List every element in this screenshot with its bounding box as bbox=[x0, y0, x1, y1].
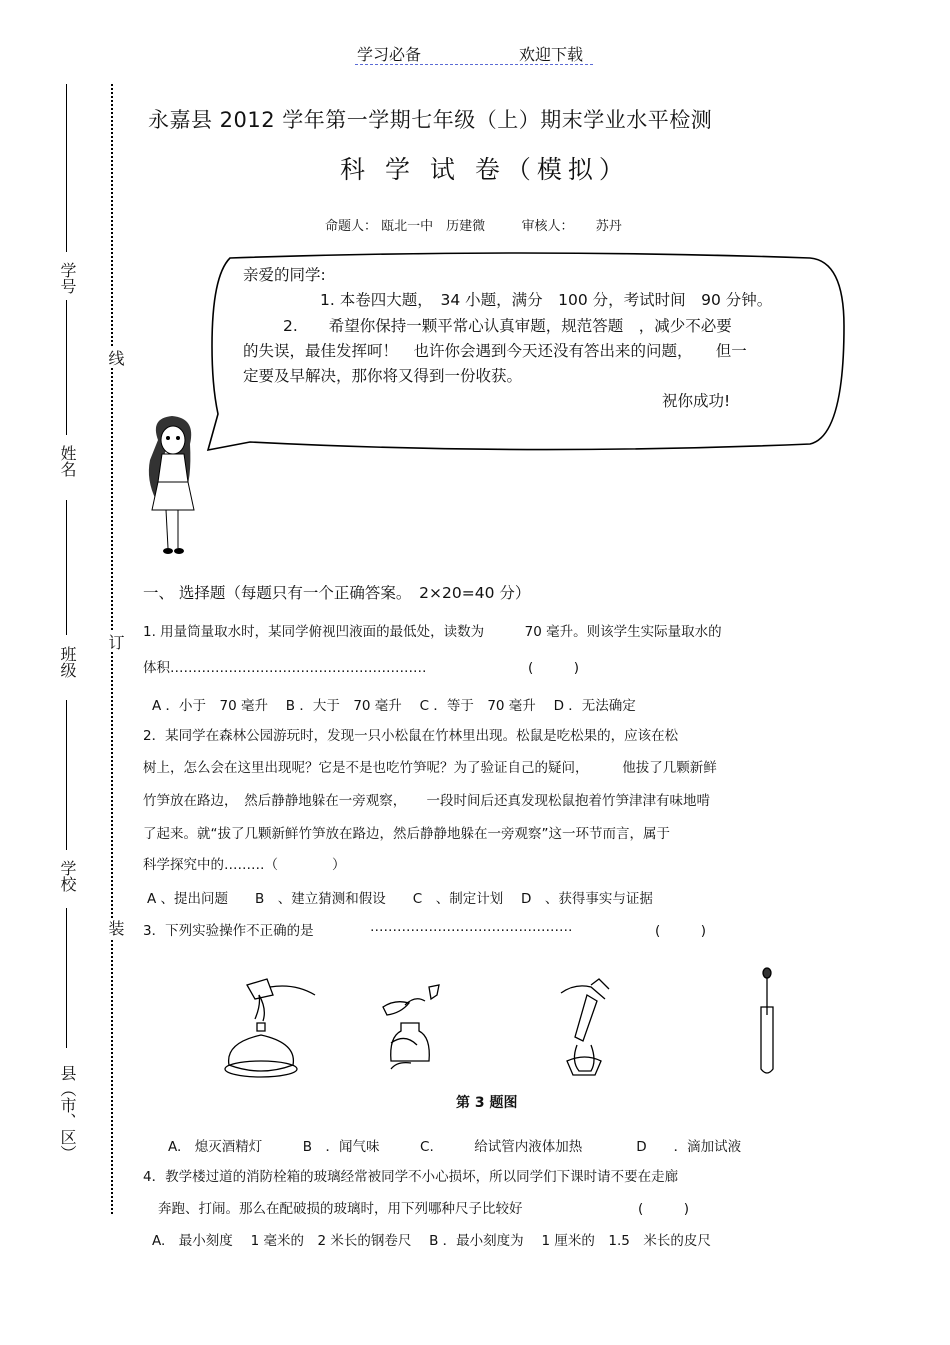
setter-label: 命题人： bbox=[325, 219, 378, 234]
ding-char: 订 bbox=[106, 634, 125, 650]
authors-line bbox=[325, 215, 622, 234]
class-line bbox=[66, 500, 67, 635]
cartoon-girl-illustration bbox=[140, 410, 210, 560]
q2-line4: 了起来。就“拔了几颗新鲜竹笋放在路边，然后静静地躲在一旁观察”这一环节而言，属于 bbox=[143, 826, 670, 842]
reviewer-label: 审核人： bbox=[521, 219, 574, 234]
name-line bbox=[66, 300, 67, 435]
student-no-line bbox=[66, 84, 67, 252]
heat-test-tube-illustration bbox=[561, 979, 609, 1075]
school-label: 学校 bbox=[58, 860, 77, 892]
bubble-item2b: 的失误，最佳发挥呵！ 也许你会遇到今天还没有答出来的问题， 但一 bbox=[243, 342, 747, 360]
bubble-item1: 1. 本卷四大题， 34 小题，满分 100 分，考试时间 90 分钟。 bbox=[320, 291, 773, 309]
header-left: 学习必备 bbox=[357, 45, 422, 64]
exam-title: 永嘉县 2012 学年第一学期七年级（上）期末学业水平检测 bbox=[148, 108, 713, 132]
zhuang-char: 装 bbox=[106, 920, 125, 936]
bubble-item2a: 2. 希望你保持一颗平常心认真审题，规范答题 ，减少不必要 bbox=[283, 317, 732, 335]
q1-answer-paren: ( ) bbox=[528, 660, 580, 676]
q2-line3: 竹笋放在路边， 然后静静地躲在一旁观察， 一段时间后还真发现松鼠抱着竹笋津津有味地啃 bbox=[143, 793, 710, 809]
q3-figure-caption: 第 3 题图 bbox=[456, 1095, 518, 1111]
exam-subtitle: 科 学 试 卷（模拟） bbox=[340, 155, 630, 184]
q4-line1: 4．教学楼过道的消防栓箱的玻璃经常被同学不小心损坏，所以同学们下课时请不要在走廊 bbox=[143, 1169, 679, 1185]
reviewer: 苏丹 bbox=[595, 219, 622, 234]
q3-stem: 3．下列实验操作不正确的是 bbox=[143, 923, 314, 939]
student-no-label: 学号 bbox=[58, 262, 77, 294]
q1-options: A ．小于 70 毫升 B ．大于 70 毫升 C ．等于 70 毫升 D ．无法确定 bbox=[152, 698, 636, 714]
q4-line2: 奔跑、打闹。那么在配破损的玻璃时，用下列哪种尺子比较好 bbox=[158, 1201, 523, 1217]
header-underline bbox=[355, 64, 593, 65]
section1-heading: 一、 选择题（每题只有一个正确答案。 2×20=40 分） bbox=[143, 584, 531, 602]
bubble-wish: 祝你成功! bbox=[662, 392, 731, 410]
q3-figure bbox=[215, 965, 795, 1083]
q2-line1: 2．某同学在森林公园游玩时，发现一只小松鼠在竹林里出现。松鼠是吃松果的，应该在松 bbox=[143, 728, 679, 744]
class-label: 班级 bbox=[58, 646, 77, 678]
q4-answer-paren: ( ) bbox=[638, 1201, 690, 1217]
q2-line5: 科学探究中的………（ ） bbox=[143, 857, 346, 873]
school-line bbox=[66, 700, 67, 850]
q1-line2: 体积………………………………………………… bbox=[143, 660, 427, 676]
bubble-item2c: 定要及早解决，那你将又得到一份收获。 bbox=[243, 367, 523, 385]
name-label: 姓名 bbox=[58, 445, 77, 477]
setter: 瓯北一中 历建微 bbox=[381, 219, 486, 234]
alcohol-lamp-blow-illustration bbox=[225, 979, 315, 1077]
q1-line1: 1. 用量筒量取水时，某同学俯视凹液面的最低处，读数为 70 毫升。则该学生实际量取水的 bbox=[143, 624, 722, 640]
q3-dots: ……………………………………… bbox=[370, 919, 573, 935]
bubble-greeting: 亲爱的同学: bbox=[243, 266, 326, 284]
q3-answer-paren: ( ) bbox=[655, 923, 707, 939]
header-right: 欢迎下载 bbox=[519, 45, 584, 64]
county-line bbox=[66, 908, 67, 1048]
q4-options: A. 最小刻度 1 毫米的 2 米长的钢卷尺 B ．最小刻度为 1 厘米的 1.5 米长的皮尺 bbox=[152, 1233, 711, 1249]
line-char: 线 bbox=[106, 350, 125, 366]
q3-options: A. 熄灭酒精灯 B ．闻气味 C. 给试管内液体加热 D ．滴加试液 bbox=[168, 1139, 742, 1155]
county-label: 县（市、区） bbox=[58, 1065, 77, 1161]
q2-options: A 、提出问题 B 、建立猜测和假设 C 、制定计划 D 、获得事实与证据 bbox=[147, 891, 653, 907]
smell-gas-illustration bbox=[383, 985, 439, 1069]
q2-line2: 树上，怎么会在这里出现呢？它是不是也吃竹笋呢？为了验证自己的疑问， 他拔了几颗新鲜 bbox=[143, 760, 717, 776]
dropper-test-tube-illustration bbox=[761, 968, 773, 1073]
